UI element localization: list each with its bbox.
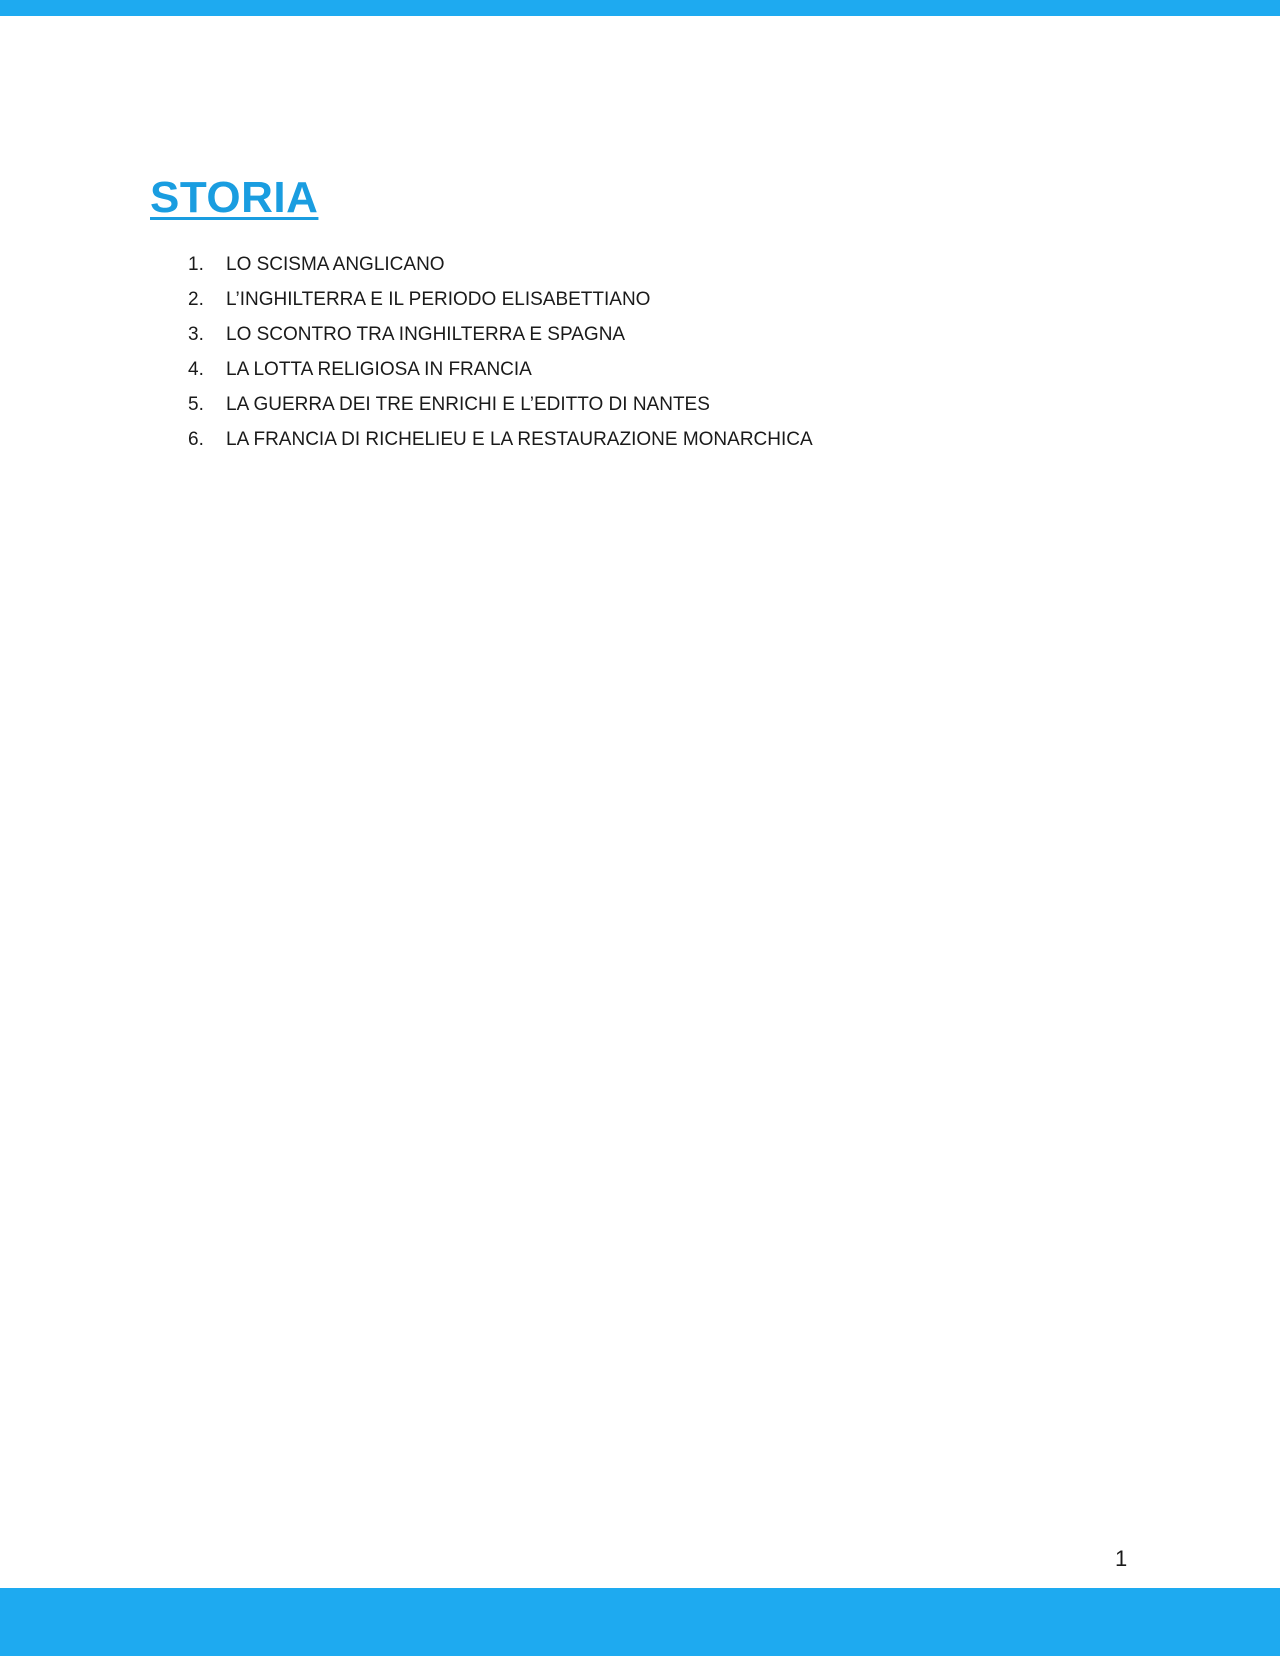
list-item-label: LA LOTTA RELIGIOSA IN FRANCIA (226, 359, 532, 380)
list-item-label: LA GUERRA DEI TRE ENRICHI E L’EDITTO DI NANTES (226, 394, 710, 415)
list-item-number: 1. (188, 254, 204, 275)
page-number: 1 (1115, 1546, 1128, 1571)
list-item (188, 289, 813, 324)
top-accent-bar (0, 0, 1280, 16)
list-item-number: 3. (188, 324, 204, 345)
list-item (188, 359, 813, 394)
list-item-number: 6. (188, 429, 204, 450)
list-item-number: 2. (188, 289, 204, 310)
list-item (188, 394, 813, 429)
topic-list (188, 254, 813, 464)
list-item-label: LO SCONTRO TRA INGHILTERRA E SPAGNA (226, 324, 626, 345)
list-item-number: 4. (188, 359, 204, 380)
list-item (188, 254, 813, 289)
list-item-label: L’INGHILTERRA E IL PERIODO ELISABETTIANO (226, 289, 651, 310)
list-item (188, 429, 813, 464)
list-item-number: 5. (188, 394, 204, 415)
page-title: STORIA (150, 173, 319, 222)
list-item (188, 324, 813, 359)
list-item-label: LO SCISMA ANGLICANO (226, 254, 445, 275)
bottom-accent-bar (0, 1588, 1280, 1656)
list-item-label: LA FRANCIA DI RICHELIEU E LA RESTAURAZIONE MONARCHICA (226, 429, 813, 450)
